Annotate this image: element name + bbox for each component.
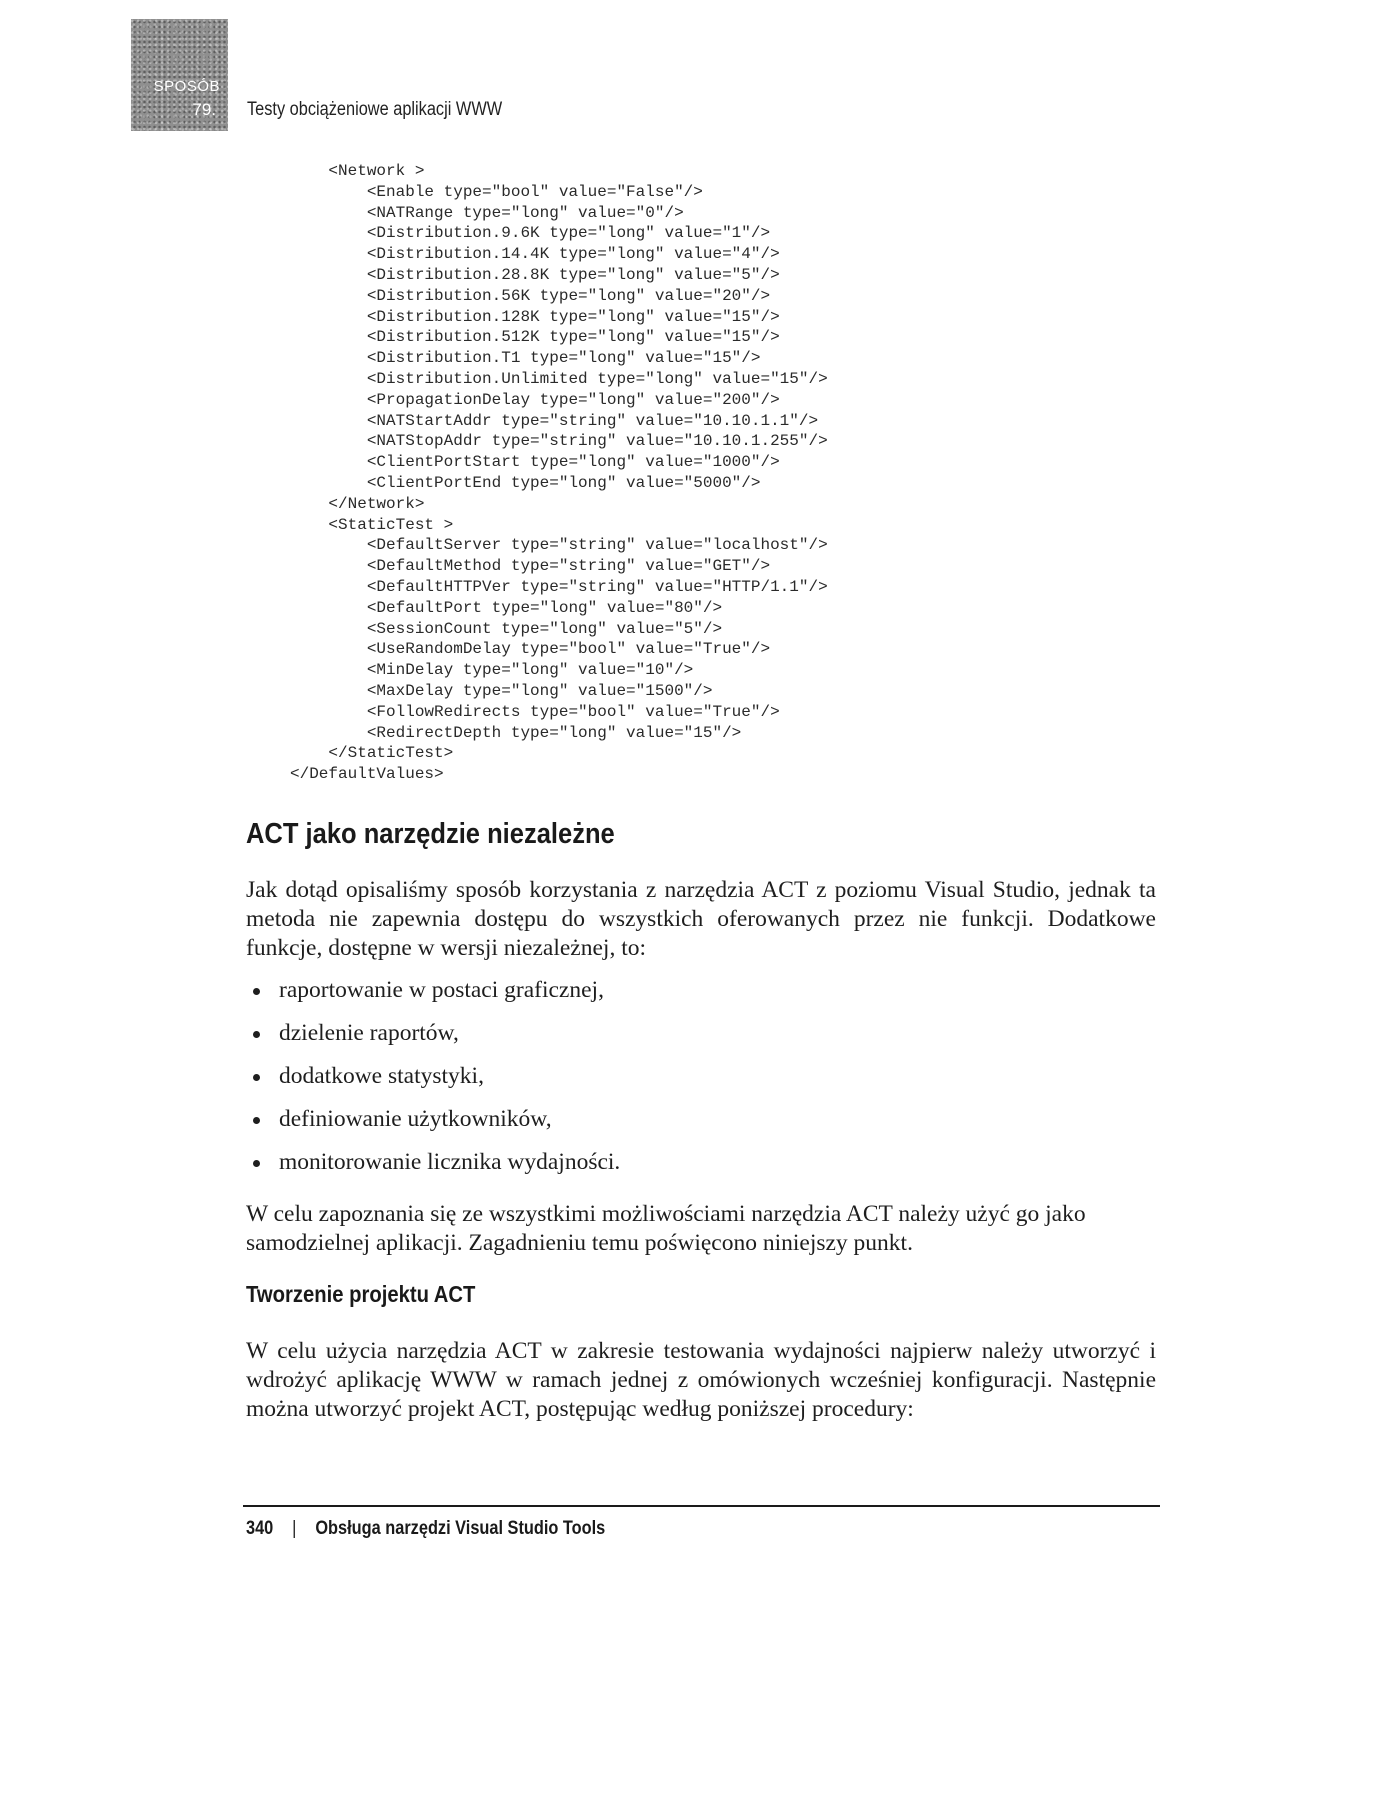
- subsection-body-paragraph: W celu użycia narzędzia ACT w zakresie testowania wydajności najpierw należy utworzyć i wdrożyć aplikację WWW w ramach jednej z omówionych wcześniej konfiguracji. Następnie można utworzyć projekt ACT, postępując według poniższej procedury:: [246, 1338, 1156, 1422]
- code-line: <DefaultServer type="string" value="localhost"/>: [290, 536, 828, 555]
- page-footer: [246, 1518, 605, 1540]
- bullet-dot-icon: [253, 988, 260, 995]
- code-line: <MaxDelay type="long" value="1500"/>: [290, 681, 713, 700]
- list-item-text: dodatkowe statystyki,: [279, 1063, 484, 1089]
- code-line: <DefaultPort type="long" value="80"/>: [290, 598, 723, 617]
- code-line: </StaticTest>: [290, 744, 454, 763]
- code-line: <ClientPortEnd type="long" value="5000"/>: [290, 473, 761, 492]
- code-line: <PropagationDelay type="long" value="200"/>: [290, 390, 780, 409]
- code-line: <ClientPortStart type="long" value="1000"/>: [290, 453, 780, 472]
- code-line: <UseRandomDelay type="bool" value="True"/>: [290, 640, 771, 659]
- list-item-text: definiowanie użytkowników,: [279, 1106, 552, 1132]
- code-line: <Enable type="bool" value="False"/>: [290, 182, 703, 201]
- code-line: <Distribution.56K type="long" value="20"/>: [290, 286, 771, 305]
- code-line: <NATStartAddr type="string" value="10.10.1.1"/>: [290, 411, 819, 430]
- code-line: <FollowRedirects type="bool" value="True"/>: [290, 702, 780, 721]
- bullet-dot-icon: [253, 1117, 260, 1124]
- list-item: [246, 1105, 620, 1148]
- list-item: [246, 976, 620, 1019]
- code-line: <Distribution.Unlimited type="long" value="15"/>: [290, 369, 828, 388]
- code-line: <SessionCount type="long" value="5"/>: [290, 619, 723, 638]
- code-listing: [290, 161, 828, 785]
- chapter-badge: [131, 19, 228, 131]
- code-line: <Distribution.128K type="long" value="15"/>: [290, 307, 780, 326]
- footer-book-title: Obsługa narzędzi Visual Studio Tools: [315, 1518, 606, 1539]
- code-line: <StaticTest >: [290, 515, 454, 534]
- code-line: <NATStopAddr type="string" value="10.10.1.255"/>: [290, 432, 828, 451]
- code-line: <MinDelay type="long" value="10"/>: [290, 661, 694, 680]
- code-line: <Distribution.512K type="long" value="15"/>: [290, 328, 780, 347]
- code-line: <DefaultMethod type="string" value="GET"/>: [290, 557, 771, 576]
- section-intro-paragraph: Jak dotąd opisaliśmy sposób korzystania z narzędzia ACT z poziomu Visual Studio, jednak ta metoda nie zapewnia dostępu do wszystkich oferowanych przez nie funkcji. Dodatkowe funkcje, dostępne w wersji niezależnej, to:: [246, 877, 1156, 961]
- list-item: [246, 1019, 620, 1062]
- bullet-dot-icon: [253, 1074, 260, 1081]
- code-line: </Network>: [290, 494, 425, 513]
- bullet-dot-icon: [253, 1031, 260, 1038]
- code-line: <DefaultHTTPVer type="string" value="HTTP/1.1"/>: [290, 577, 828, 596]
- code-line: <Distribution.28.8K type="long" value="5"/>: [290, 265, 780, 284]
- footer-separator: |: [292, 1518, 297, 1539]
- feature-bullet-list: [246, 976, 620, 1191]
- code-line: <Network >: [290, 162, 425, 180]
- code-line: <RedirectDepth type="long" value="15"/>: [290, 723, 742, 742]
- footer-divider: [243, 1505, 1160, 1507]
- section-outro-paragraph: W celu zapoznania się ze wszystkimi możliwościami narzędzia ACT należy użyć go jako samodzielnej aplikacji. Zagadnieniu temu poświęcono niniejszy punkt.: [246, 1201, 1086, 1256]
- list-item: [246, 1062, 620, 1105]
- subsection-heading: Tworzenie projektu ACT: [246, 1281, 476, 1307]
- page-number: 340: [246, 1518, 274, 1539]
- code-line: <Distribution.14.4K type="long" value="4"/>: [290, 245, 780, 264]
- code-line: <Distribution.T1 type="long" value="15"/>: [290, 349, 761, 368]
- list-item-text: monitorowanie licznika wydajności.: [279, 1149, 621, 1175]
- running-header-title: Testy obciążeniowe aplikacji WWW: [247, 99, 503, 120]
- section-heading: ACT jako narzędzie niezależne: [246, 818, 615, 850]
- code-line: <Distribution.9.6K type="long" value="1"/>: [290, 224, 771, 243]
- badge-number: 79.: [192, 100, 216, 119]
- list-item-text: raportowanie w postaci graficznej,: [279, 977, 604, 1003]
- code-line: </DefaultValues>: [290, 765, 444, 784]
- badge-label: SPOSÓB: [153, 78, 220, 95]
- code-line: <NATRange type="long" value="0"/>: [290, 203, 684, 222]
- list-item-text: dzielenie raportów,: [279, 1020, 459, 1046]
- list-item: [246, 1148, 620, 1191]
- bullet-dot-icon: [253, 1160, 260, 1167]
